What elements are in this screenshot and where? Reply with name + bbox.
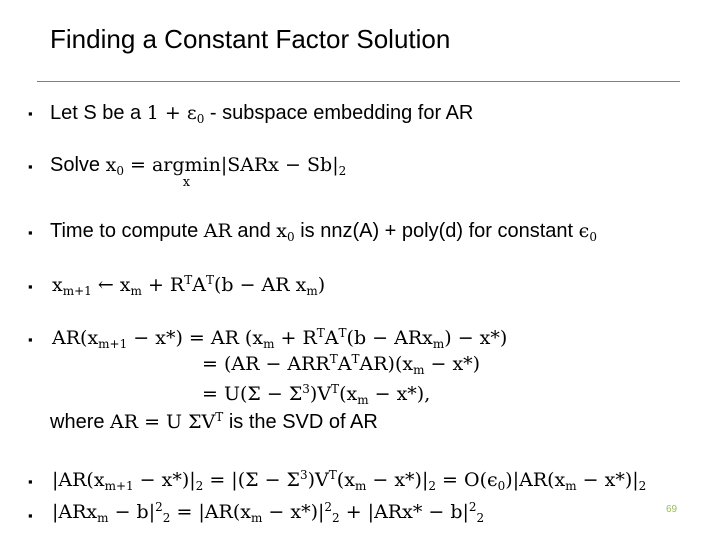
bullet-marker: ▪ — [28, 279, 33, 294]
bullet-marker: ▪ — [28, 508, 33, 523]
bullet-marker: ▪ — [28, 225, 33, 240]
bullet-time-to-compute: Time to compute AR and $x_0$ is nnz(A) + poly(d) for constant $\epsilon_0$ — [50, 220, 597, 244]
svd-definition: where AR = U $\Sigma V^T$ is the SVD of AR — [50, 410, 378, 433]
bullet-marker: ▪ — [28, 159, 33, 174]
bullet-marker: ▪ — [28, 332, 33, 347]
bullet-pythagorean: $|ARx_m - b|^2_2 = |AR(x_m - x*)|^2_2 + |ARx* - b|^2_2$ — [52, 500, 485, 525]
derivation-line-1: $AR(x_{m+1} - x*)$ = AR $(x_m + R^TA^T(b - ARx_m) - x*)$ — [52, 326, 508, 351]
bullet-iteration-update: $x_{m+1}$ ← $x_m + R^TA^T(b$ − AR $x_m$) — [52, 273, 326, 298]
bullet-marker: ▪ — [28, 106, 33, 121]
slide-title: Finding a Constant Factor Solution — [50, 24, 451, 54]
title-divider — [37, 81, 680, 82]
bullet-marker: ▪ — [28, 474, 33, 489]
page-number: 69 — [666, 504, 678, 515]
derivation-line-2: = $(AR - ARR^TA^TAR)(x_m - x*)$ — [202, 352, 481, 377]
bullet-error-bound: $|AR(x_{m+1} - x*)|_2 = |(\Sigma - \Sigma^3)V^T(x_m - x*)|_2 = O(\epsilon_0)|AR(x_m - x*)|_2$ — [52, 468, 647, 493]
bullet-subspace-embedding: Let S be a $1 + \varepsilon_0$ - subspace embedding for AR — [50, 102, 474, 126]
derivation-line-3: = $U(\Sigma - \Sigma^3)V^T(x_m - x*)$, — [202, 382, 431, 407]
bullet-solve: Solve $x_0 = argmin$ x |SARx − $Sb|_2$ — [50, 154, 347, 190]
